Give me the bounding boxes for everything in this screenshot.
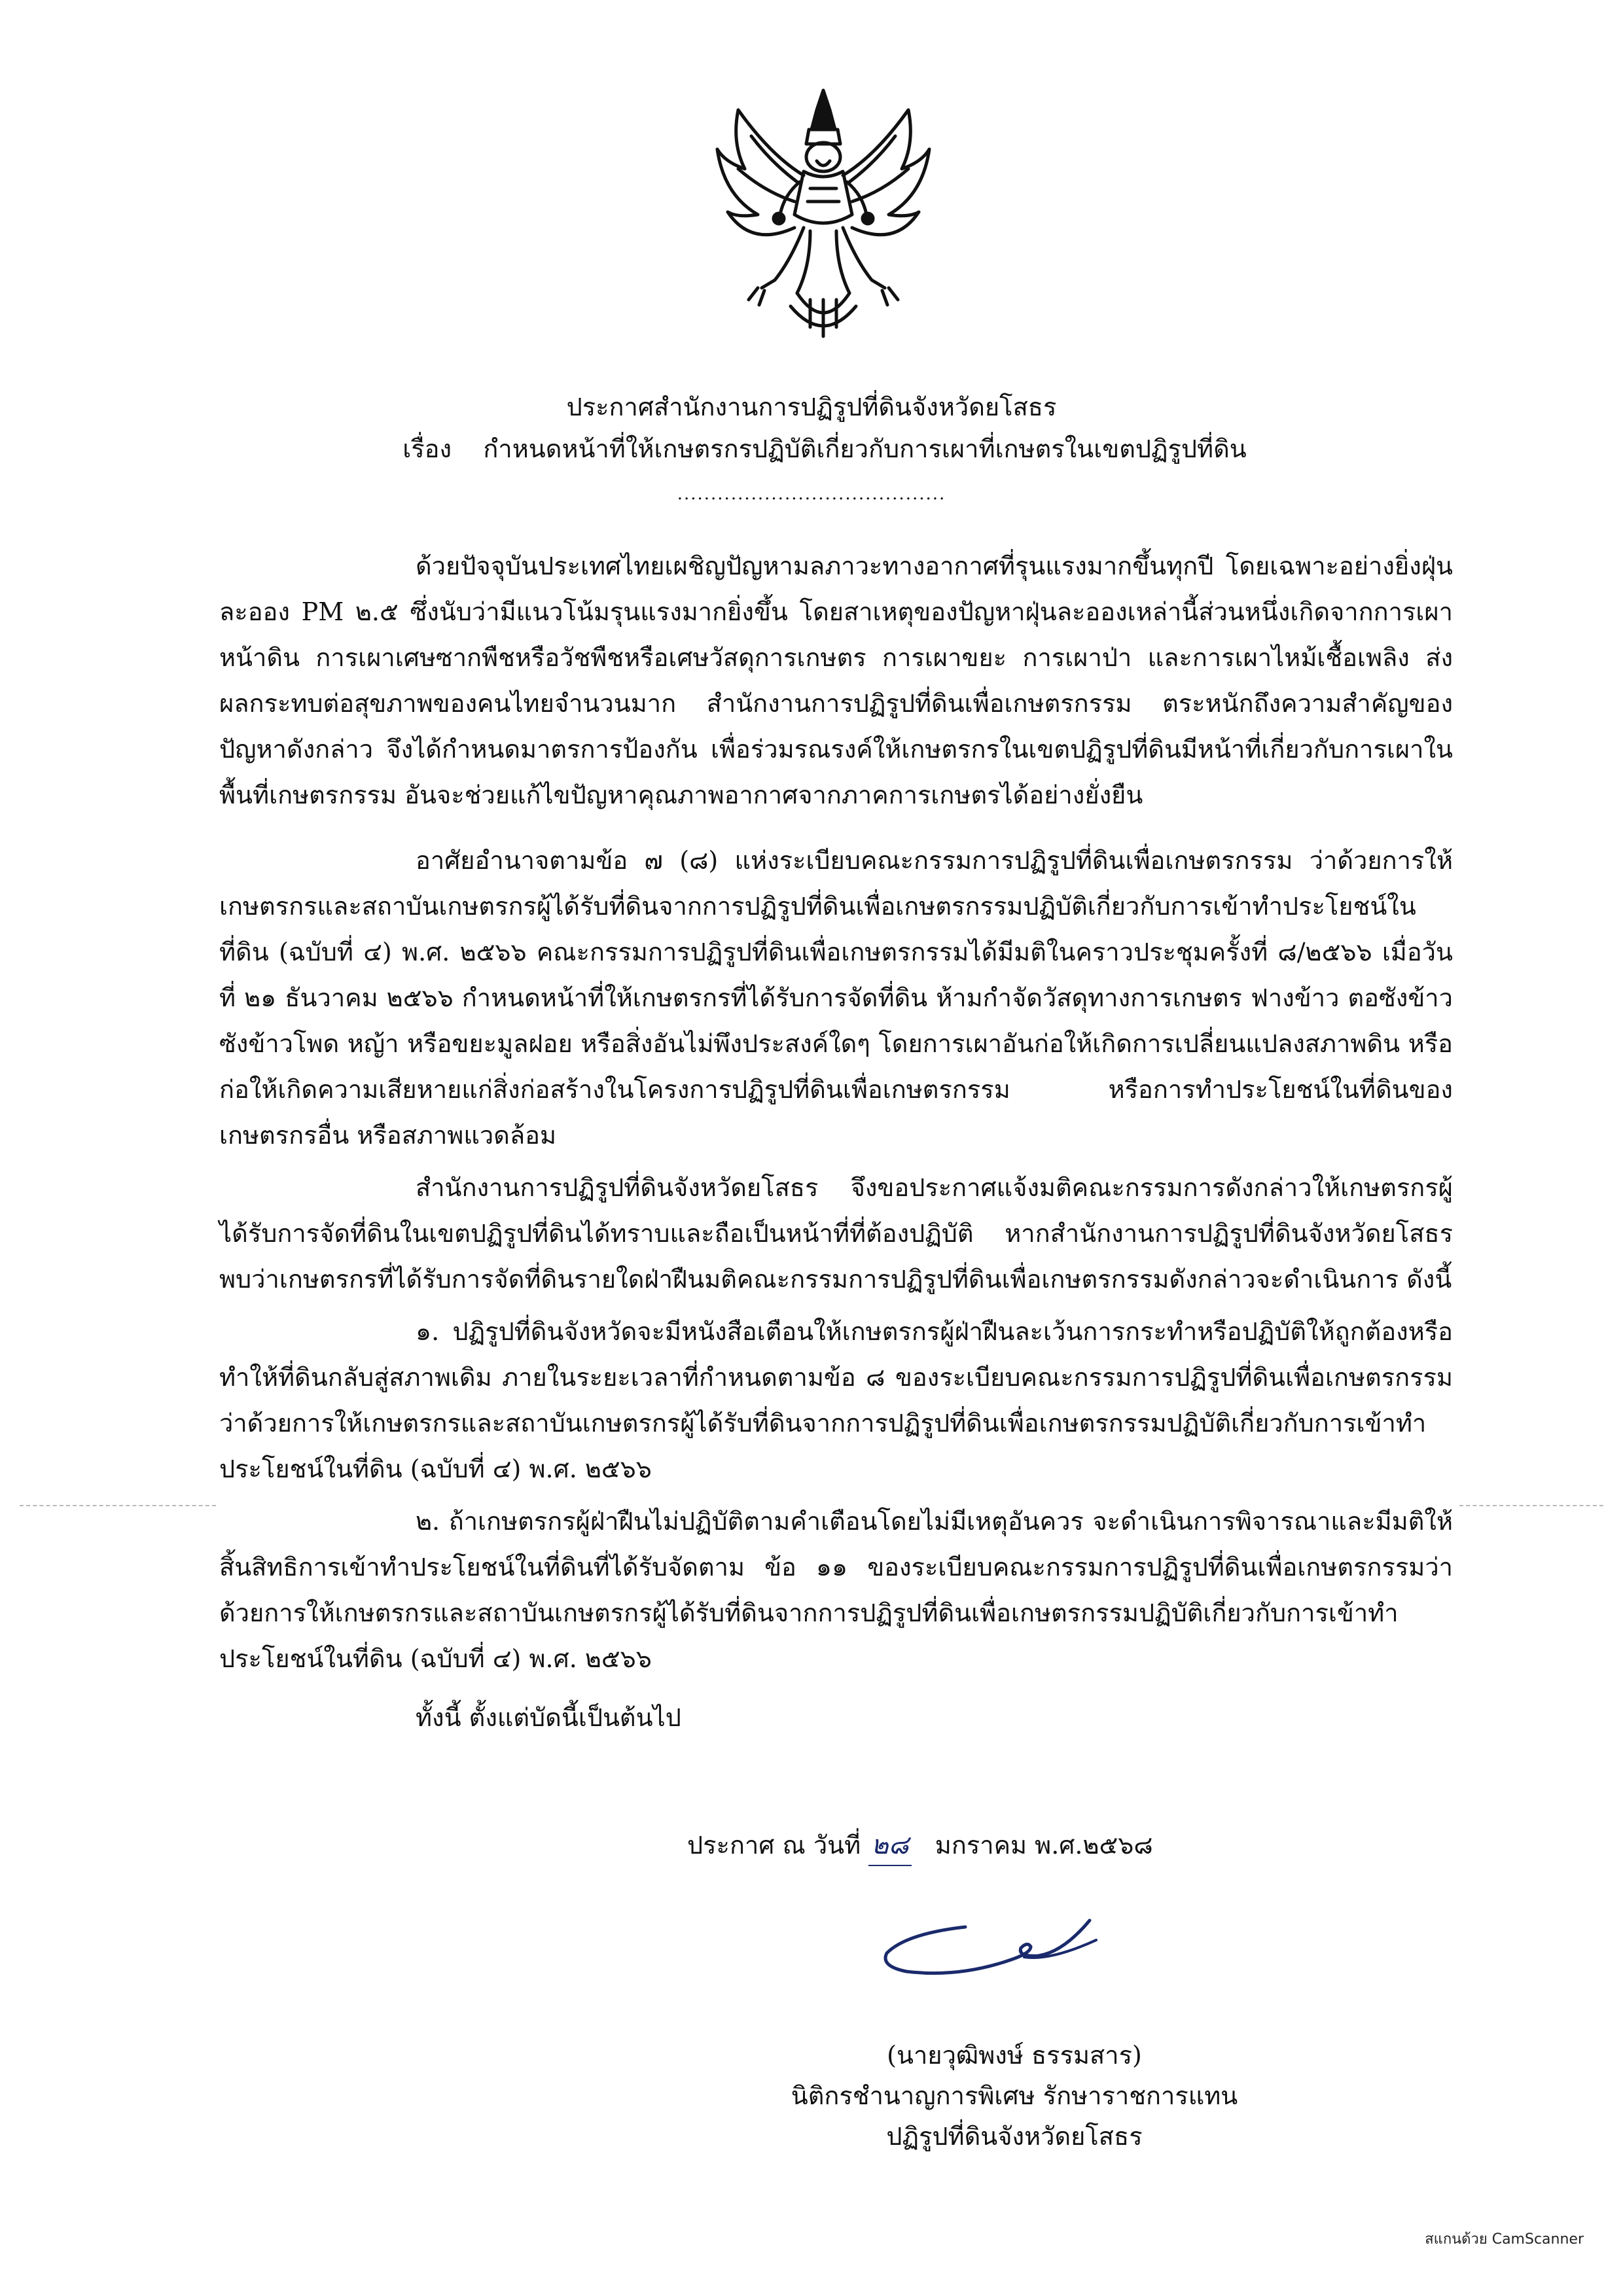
signatory-office: ปฏิรูปที่ดินจังหวัดยโสธร — [886, 2122, 1143, 2151]
garuda-emblem-icon — [712, 84, 935, 345]
scan-streak-left — [20, 1505, 216, 1508]
paragraph-background: ด้วยปัจจุบันประเทศไทยเผชิญปัญหามลภาวะทางอากาศที่รุนแรงมากขึ้นทุกปี โดยเฉพาะอย่างยิ่งฝุ่นละออง PM ๒.๕ ซึ่งนับว่ามีแนวโน้มรุนแรงมากยิ่งขึ้น โดยสาเหตุของปัญหาฝุ่นละอองเหล่านี้ส่วนหนึ่งเกิดจากการเผาหน้าดิน การเผาเศษซากพืชหรือวัชพืชหรือเศษวัสดุการเกษตร การเผาขยะ การเผาป่า และการเผาไหม้เชื้อเพลิง ส่งผลกระทบต่อสุขภาพของคนไทยจำนวนมาก สำนักงานการปฏิรูปที่ดินเพื่อเกษตรกรรม ตระหนักถึงความสำคัญของปัญหาดังกล่าว จึงได้กำหนดมาตรการป้องกัน เพื่อร่วมรณรงค์ให้เกษตรกรในเขตปฏิรูปที่ดินมีหน้าที่เกี่ยวกับการเผาในพื้นที่เกษตรกรรม อันจะช่วยแก้ไขปัญหาคุณภาพอากาศจากภาคการเกษตรได้อย่างยั่งยืน — [219, 552, 1453, 809]
document-subject-line — [0, 428, 1623, 470]
date-prefix: ประกาศ ณ วันที่ — [687, 1831, 861, 1860]
document-title: ประกาศสำนักงานการปฏิรูปที่ดินจังหวัดยโสธร — [566, 393, 1057, 421]
closing-statement: ทั้งนี้ ตั้งแต่บัดนี้เป็นต้นไป — [416, 1703, 681, 1732]
document-subject: กำหนดหน้าที่ให้เกษตรกรปฏิบัติเกี่ยวกับการเผาที่เกษตรในเขตปฏิรูปที่ดิน — [483, 434, 1247, 463]
scanner-watermark: สแกนด้วย CamScanner — [1425, 2231, 1584, 2248]
subject-label: เรื่อง — [402, 434, 452, 463]
paragraph-measure-1: ๑. ปฏิรูปที่ดินจังหวัดจะมีหนังสือเตือนให้เกษตรกรผู้ฝ่าฝืนละเว้นการกระทำหรือปฏิบัติให้ถูกต้องหรือทำให้ที่ดินกลับสู่สภาพเดิม ภายในระยะเวลาที่กำหนดตามข้อ ๘ ของระเบียบคณะกรรมการปฏิรูปที่ดินเพื่อเกษตรกรรมว่าด้วยการให้เกษตรกรและสถาบันเกษตรกรผู้ได้รับที่ดินจากการปฏิรูปที่ดินเพื่อเกษตรกรรมปฏิบัติเกี่ยวกับการเข้าทำประโยชน์ในที่ดิน (ฉบับที่ ๔) พ.ศ. ๒๕๖๖ — [219, 1317, 1453, 1483]
paragraph-measure-2: ๒. ถ้าเกษตรกรผู้ฝ่าฝืนไม่ปฏิบัติตามคำเตือนโดยไม่มีเหตุอันควร จะดำเนินการพิจารณาและมีมติให้สิ้นสิทธิการเข้าทำประโยชน์ในที่ดินที่ได้รับจัดตาม ข้อ ๑๑ ของระเบียบคณะกรรมการปฏิรูปที่ดินเพื่อเกษตรกรรมว่าด้วยการให้เกษตรกรและสถาบันเกษตรกรผู้ได้รับที่ดินจากการปฏิรูปที่ดินเพื่อเกษตรกรรมปฏิบัติเกี่ยวกับการเข้าทำประโยชน์ในที่ดิน (ฉบับที่ ๔) พ.ศ. ๒๕๖๖ — [219, 1507, 1453, 1673]
signatory-name: (นายวุฒิพงษ์ ธรรมสาร) — [887, 2041, 1142, 2070]
handwritten-signature — [867, 1901, 1116, 1999]
date-month-year: มกราคม พ.ศ.๒๕๖๘ — [935, 1831, 1153, 1860]
document-body — [219, 543, 1453, 1740]
signatory-block — [753, 2035, 1276, 2157]
scan-streak-right — [1459, 1505, 1603, 1508]
date-day-handwritten: ๒๘ — [868, 1826, 911, 1866]
signatory-position: นิติกรชำนาญการพิเศษ รักษาราชการแทน — [791, 2081, 1238, 2110]
paragraph-authority: อาศัยอำนาจตามข้อ ๗ (๘) แห่งระเบียบคณะกรรมการปฏิรูปที่ดินเพื่อเกษตรกรรม ว่าด้วยการให้เกษตรกรและสถาบันเกษตรกรผู้ได้รับที่ดินจากการปฏิรูปที่ดินเพื่อเกษตรกรรมปฏิบัติเกี่ยวกับการเข้าทำประโยชน์ในที่ดิน (ฉบับที่ ๔) พ.ศ. ๒๕๖๖ คณะกรรมการปฏิรูปที่ดินเพื่อเกษตรกรรมได้มีมติในคราวประชุมครั้งที่ ๘/๒๕๖๖ เมื่อวันที่ ๒๑ ธันวาคม ๒๕๖๖ กำหนดหน้าที่ให้เกษตรกรที่ได้รับการจัดที่ดิน ห้ามกำจัดวัสดุทางการเกษตร ฟางข้าว ตอซังข้าว ซังข้าวโพด หญ้า หรือขยะมูลฝอย หรือสิ่งอันไม่พึงประสงค์ใดๆ โดยการเผาอันก่อให้เกิดการเปลี่ยนแปลงสภาพดิน หรือก่อให้เกิดความเสียหายแก่สิ่งก่อสร้างในโครงการปฏิรูปที่ดินเพื่อเกษตรกรรม หรือการทำประโยชน์ในที่ดินของเกษตรกรอื่น หรือสภาพแวดล้อม — [219, 846, 1453, 1150]
title-rule: ........................................ — [677, 484, 946, 504]
paragraph-notice: สำนักงานการปฏิรูปที่ดินจังหวัดยโสธร จึงขอประกาศแจ้งมติคณะกรรมการดังกล่าวให้เกษตรกรผู้ได้รับการจัดที่ดินในเขตปฏิรูปที่ดินได้ทราบและถือเป็นหน้าที่ที่ต้องปฏิบัติ หากสำนักงานการปฏิรูปที่ดินจังหวัดยโสธร พบว่าเกษตรกรที่ได้รับการจัดที่ดินรายใดฝ่าฝืนมติคณะกรรมการปฏิรูปที่ดินเพื่อเกษตรกรรมดังกล่าวจะดำเนินการ ดังนี้ — [219, 1173, 1453, 1294]
document-header — [0, 386, 1623, 512]
announcement-date — [687, 1826, 1153, 1866]
